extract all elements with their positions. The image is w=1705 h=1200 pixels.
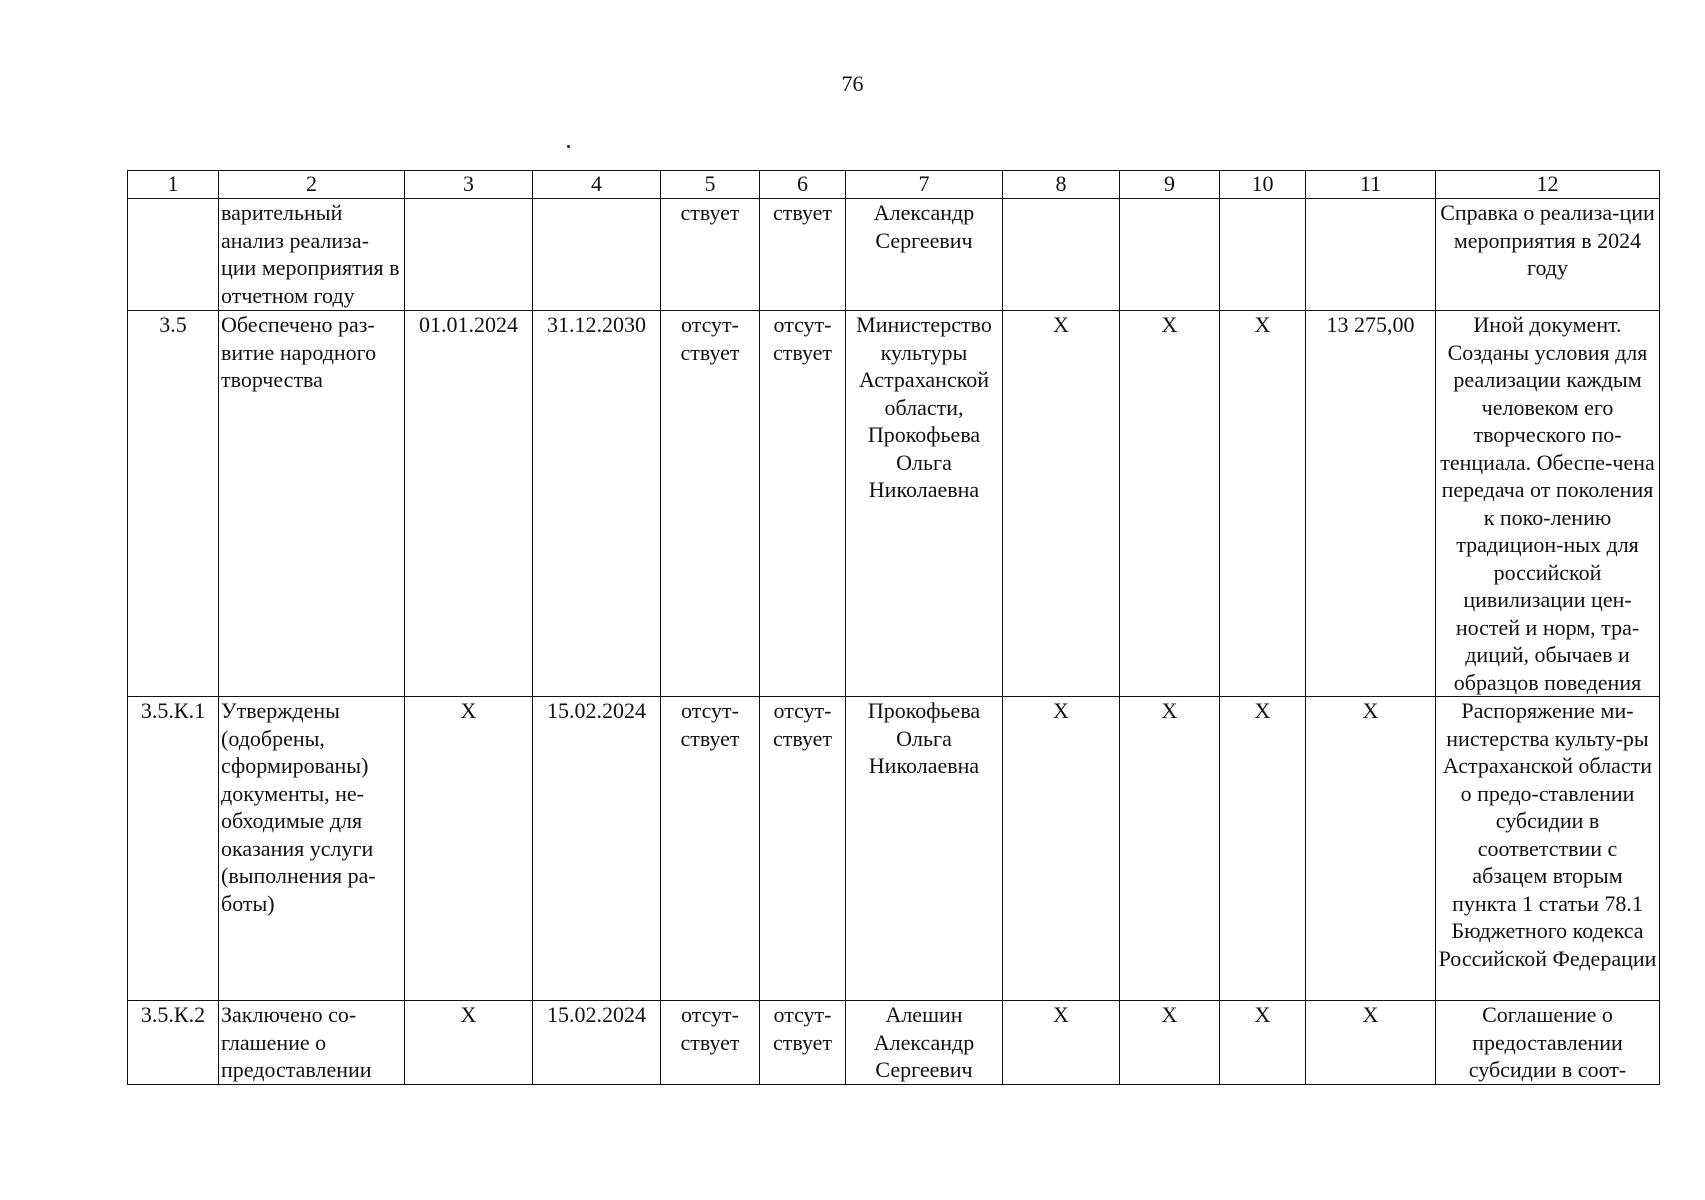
- column-number-10: 10: [1220, 171, 1306, 199]
- column-number-1: 1: [128, 171, 219, 199]
- col6-cell: отсут-ствует: [760, 697, 846, 1001]
- col8-cell: X: [1003, 697, 1120, 1001]
- event-name-cell: Обеспечено раз-витие народного творчества: [219, 311, 405, 697]
- table-row: [128, 1001, 1660, 1085]
- event-name-cell: варительный анализ реализа-ции мероприятия в отчетном году: [219, 199, 405, 311]
- col5-cell: отсут-ствует: [661, 1001, 760, 1085]
- result-document-cell: Распоряжение ми-нистерства культу-ры Астраханской области о предо-ставлении субсидии в соответствии с абзацем вторым пункта 1 статьи 78.1 Бюджетного кодекса Российской Федерации: [1436, 697, 1660, 1001]
- start-date-cell: [405, 199, 533, 311]
- col9-cell: [1120, 199, 1220, 311]
- responsible-cell: Александр Сергеевич: [846, 199, 1003, 311]
- col10-cell: X: [1220, 697, 1306, 1001]
- document-table: [127, 170, 1660, 1085]
- column-number-8: 8: [1003, 171, 1120, 199]
- column-number-9: 9: [1120, 171, 1220, 199]
- event-name-cell: Заключено со-глашение о предоставлении: [219, 1001, 405, 1085]
- result-document-cell: Иной документ. Созданы условия для реализации каждым человеком его творческого по-тенциала. Обеспе-чена передача от поколения к поко-лению традицион-ных для российской цивилизации цен-ностей и норм, тра-диций, обычаев и образцов поведения: [1436, 311, 1660, 697]
- page-number: 76: [841, 71, 864, 96]
- row-id-cell: 3.5: [128, 311, 219, 697]
- col9-cell: X: [1120, 697, 1220, 1001]
- column-number-4: 4: [533, 171, 661, 199]
- end-date-cell: 31.12.2030: [533, 311, 661, 697]
- column-number-6: 6: [760, 171, 846, 199]
- column-number-11: 11: [1306, 171, 1436, 199]
- start-date-cell: 01.01.2024: [405, 311, 533, 697]
- end-date-cell: [533, 199, 661, 311]
- table-row: [128, 311, 1660, 697]
- col8-cell: [1003, 199, 1120, 311]
- amount-cell: X: [1306, 1001, 1436, 1085]
- col10-cell: X: [1220, 311, 1306, 697]
- scan-speck: [567, 145, 570, 148]
- responsible-cell: Алешин Александр Сергеевич: [846, 1001, 1003, 1085]
- event-name-cell: Утверждены (одобрены, сформированы) документы, не-обходимые для оказания услуги (выполнения ра-боты): [219, 697, 405, 1001]
- start-date-cell: X: [405, 697, 533, 1001]
- column-number-5: 5: [661, 171, 760, 199]
- col8-cell: X: [1003, 1001, 1120, 1085]
- amount-cell: 13 275,00: [1306, 311, 1436, 697]
- row-id-cell: 3.5.К.2: [128, 1001, 219, 1085]
- responsible-cell: Прокофьева Ольга Николаевна: [846, 697, 1003, 1001]
- col5-cell: ствует: [661, 199, 760, 311]
- table-header-row: [128, 171, 1660, 199]
- end-date-cell: 15.02.2024: [533, 697, 661, 1001]
- table-row: [128, 697, 1660, 1001]
- amount-cell: [1306, 199, 1436, 311]
- col6-cell: ствует: [760, 199, 846, 311]
- amount-cell: X: [1306, 697, 1436, 1001]
- table-row: [128, 199, 1660, 311]
- result-document-cell: Справка о реализа-ции мероприятия в 2024 году: [1436, 199, 1660, 311]
- column-number-12: 12: [1436, 171, 1660, 199]
- col6-cell: отсут-ствует: [760, 1001, 846, 1085]
- col8-cell: X: [1003, 311, 1120, 697]
- col6-cell: отсут-ствует: [760, 311, 846, 697]
- column-number-3: 3: [405, 171, 533, 199]
- responsible-cell: Министерство культуры Астраханской области, Прокофьева Ольга Николаевна: [846, 311, 1003, 697]
- column-number-2: 2: [219, 171, 405, 199]
- row-id-cell: 3.5.К.1: [128, 697, 219, 1001]
- row-id-cell: [128, 199, 219, 311]
- col9-cell: X: [1120, 1001, 1220, 1085]
- col10-cell: X: [1220, 1001, 1306, 1085]
- result-document-cell: Соглашение о предоставлении субсидии в соот-: [1436, 1001, 1660, 1085]
- col9-cell: X: [1120, 311, 1220, 697]
- column-number-7: 7: [846, 171, 1003, 199]
- col5-cell: отсут-ствует: [661, 697, 760, 1001]
- start-date-cell: X: [405, 1001, 533, 1085]
- col5-cell: отсут-ствует: [661, 311, 760, 697]
- col10-cell: [1220, 199, 1306, 311]
- end-date-cell: 15.02.2024: [533, 1001, 661, 1085]
